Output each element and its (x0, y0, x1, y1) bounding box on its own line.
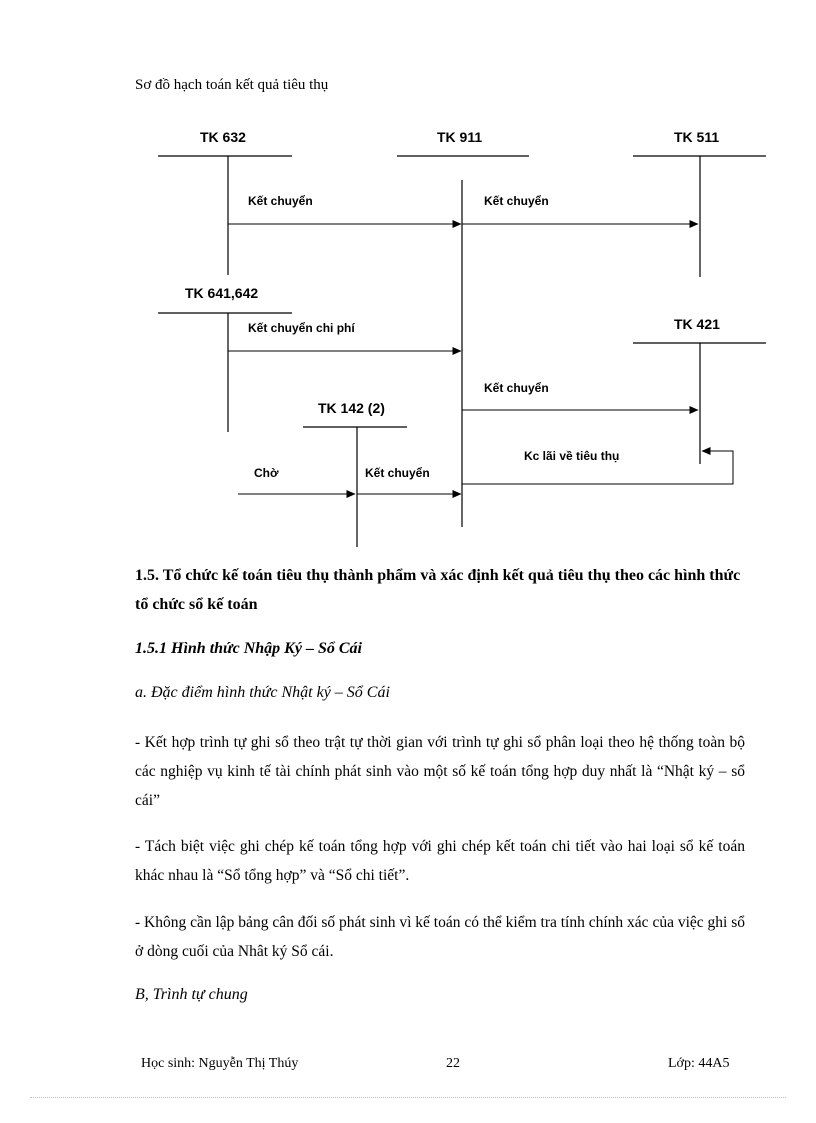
tk142-title: TK 142 (2) (318, 400, 385, 416)
diagram-caption: Sơ đồ hạch toán kết quả tiêu thụ (135, 77, 329, 93)
tk641-title: TK 641,642 (185, 285, 259, 301)
paragraph-3: - Không cần lập bảng cân đối số phát sinh vì kế toán có thể kiểm tra tính chính xác của việc ghi sổ ở dòng cuối của Nhât ký Sổ cái. (135, 914, 745, 960)
footer-class: Lớp: 44A5 (668, 1056, 730, 1071)
accounting-flow-diagram (0, 0, 816, 560)
label-kc-421: Kết chuyển (484, 381, 549, 395)
item-a-heading: a. Đặc điểm hình thức Nhật ký – Sổ Cái (135, 684, 390, 701)
page-bottom-divider (30, 1097, 786, 1098)
label-cho: Chờ (254, 466, 279, 480)
item-b-heading: B, Trình tự chung (135, 986, 248, 1003)
tk421-title: TK 421 (674, 316, 720, 332)
tk511-title: TK 511 (674, 129, 720, 145)
label-kc-chi-phi: Kết chuyển chi phí (248, 321, 355, 335)
tk911-title: TK 911 (437, 129, 483, 145)
paragraph-2: - Tách biệt việc ghi chép kế toán tổng hợp với ghi chép kết toán chi tiết vào hai loại sổ kế toán khác nhau là “Sổ tổng hợp” và “Sổ chi tiết”. (135, 838, 745, 884)
tk632-title: TK 632 (200, 129, 246, 145)
paragraph-1: - Kết hợp trình tự ghi sổ theo trật tự thời gian với trình tự ghi sổ phân loại theo hệ thống toàn bộ các nghiệp vụ kinh tế tài chính phát sinh vào một số kế toán tổng hợp duy nhất là “Nhật ký – sổ cái” (135, 734, 745, 809)
footer-page-number: 22 (446, 1056, 460, 1071)
section-heading: 1.5. Tổ chức kế toán tiêu thụ thành phẩm và xác định kết quả tiêu thụ theo các hình thức tổ chức sổ kế toán (135, 567, 741, 613)
section-subheading: 1.5.1 Hình thức Nhập Ký – Sổ Cái (135, 640, 362, 657)
label-kc-632: Kết chuyển (248, 194, 313, 208)
label-kc-lai: Kc lãi về tiêu thụ (524, 449, 620, 463)
footer-student: Học sinh: Nguyễn Thị Thúy (141, 1056, 299, 1071)
label-kc-511: Kết chuyển (484, 194, 549, 208)
label-kc-142: Kết chuyển (365, 466, 430, 480)
